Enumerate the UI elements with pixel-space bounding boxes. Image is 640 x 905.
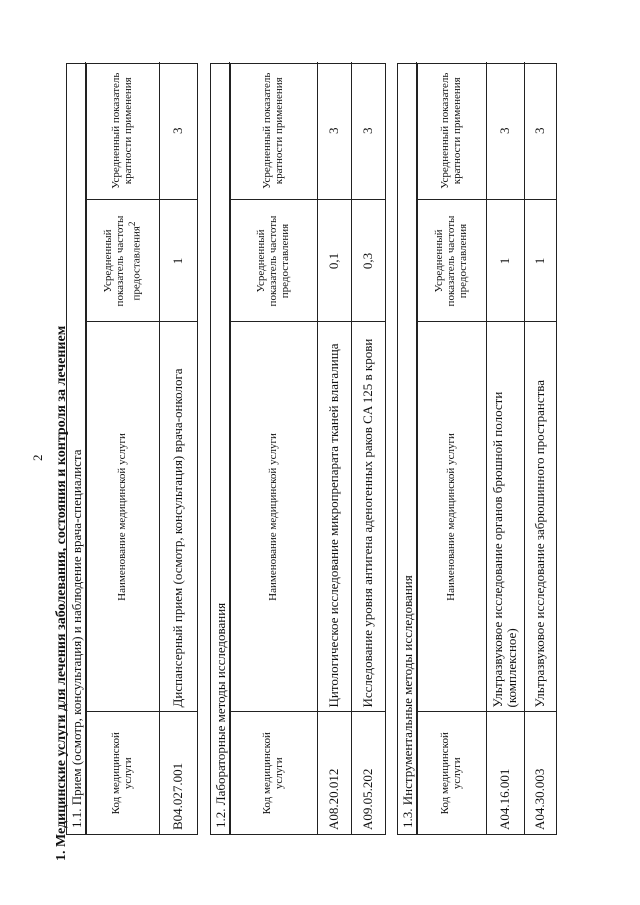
service-code: A04.30.003: [524, 712, 556, 834]
service-mult: 3: [486, 62, 524, 200]
service-mult: 3: [159, 62, 197, 200]
service-name: Ультразвуковое исследование забрюшинного пространства: [524, 322, 556, 712]
header-freq-text: Усредненный показатель частоты предоставления: [101, 215, 143, 307]
service-code: A08.20.012: [317, 712, 351, 834]
service-freq: 0,3: [351, 200, 385, 322]
service-freq: 0,1: [317, 200, 351, 322]
service-mult: 3: [317, 62, 351, 200]
header-freq: Усредненный показатель частоты предоставления: [229, 200, 317, 322]
service-mult: 3: [351, 62, 385, 200]
section-title: 1.2. Лабораторные методы исследования: [211, 64, 231, 834]
section-title: 1.3. Инструментальные методы исследования: [398, 64, 418, 834]
header-freq: Усредненный показатель частоты предоставления: [416, 200, 486, 322]
section-1-2: [210, 63, 386, 835]
section-1-1: [66, 63, 198, 835]
page-number: 2: [30, 454, 45, 461]
header-code: Код медицинской услуги: [416, 712, 486, 834]
header-name: Наименование медицинской услуги: [229, 322, 317, 712]
section-1-3: [397, 63, 557, 835]
header-name: Наименование медицинской услуги: [416, 322, 486, 712]
service-name: Цитологическое исследование микропрепарата тканей влагалища: [317, 322, 351, 712]
header-name: Наименование медицинской услуги: [85, 322, 159, 712]
section-title: 1.1. Прием (осмотр, консультация) и наблюдение врача-специалиста: [67, 64, 87, 834]
service-freq: 1: [524, 200, 556, 322]
service-code: A09.05.202: [351, 712, 385, 834]
services-table: [416, 62, 557, 834]
table-header-row: [416, 62, 486, 834]
table-header-row: [229, 62, 317, 834]
main-title: 1. Медицинские услуги для лечения заболевания, состояния и контроля за лечением: [54, 325, 69, 861]
table-row: [524, 62, 556, 834]
header-mult: Усредненный показатель кратности применения: [416, 62, 486, 200]
header-code: Код медицинской услуги: [229, 712, 317, 834]
service-mult: 3: [524, 62, 556, 200]
table-row: [317, 62, 351, 834]
services-table: [229, 62, 386, 834]
service-freq: 1: [159, 200, 197, 322]
footnote-marker: 2: [126, 221, 137, 227]
services-table: [85, 62, 198, 834]
service-name: Диспансерный прием (осмотр, консультация) врача-онколога: [159, 322, 197, 712]
table-row: [486, 62, 524, 834]
service-name: Ультразвуковое исследование органов брюшной полости (комплексное): [486, 322, 524, 712]
service-code: A04.16.001: [486, 712, 524, 834]
table-row: [159, 62, 197, 834]
header-freq: [85, 200, 159, 322]
table-row: [351, 62, 385, 834]
service-code: B04.027.001: [159, 712, 197, 834]
service-freq: 1: [486, 200, 524, 322]
header-code: Код медицинской услуги: [85, 712, 159, 834]
header-mult: Усредненный показатель кратности применения: [229, 62, 317, 200]
header-mult: Усредненный показатель кратности применения: [85, 62, 159, 200]
table-header-row: [85, 62, 159, 834]
service-name: Исследование уровня антигена аденогенных раков CA 125 в крови: [351, 322, 385, 712]
